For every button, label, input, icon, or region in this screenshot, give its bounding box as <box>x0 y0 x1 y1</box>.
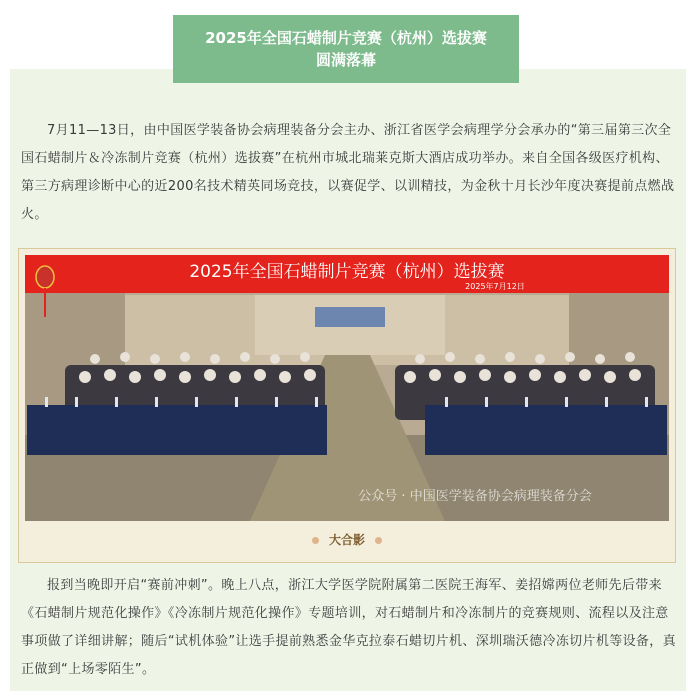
photo-banner-date: 2025年7月12日 <box>465 282 525 291</box>
caption-dot-left <box>312 537 319 544</box>
watermark-text: 公众号 · 中国医学装备协会病理装备分会 <box>358 489 592 504</box>
title-line-2: 圆满落幕 <box>315 51 376 69</box>
photo-caption <box>19 531 675 548</box>
article-paragraph-2: 报到当晚即开启“赛前冲刺”。晚上八点，浙江大学医学院附属第二医院王海军、姜招嫦两位老师先后带来《石蜡制片规范化操作》《冷冻制片规范化操作》专题培训，对石蜡制片和冷冻制片的竞赛规则、流程以及注意事项做了详细讲解；随后“试机体验”让选手提前熟悉金华克拉泰石蜡切片机、深圳瑞沃德冷冻切片机等设备，真正做到“上场零陌生”。 <box>21 578 676 677</box>
caption-dot-right <box>375 537 382 544</box>
group-photo-frame <box>18 248 676 563</box>
photo-banner-text: 2025年全国石蜡制片竞赛（杭州）选拔赛 <box>189 262 505 282</box>
caption-text: 大合影 <box>328 533 365 547</box>
group-photo-illustration <box>25 255 669 521</box>
group-photo[interactable] <box>25 255 669 521</box>
title-banner <box>173 15 519 83</box>
title-line-1: 2025年全国石蜡制片竞赛（杭州）选拔赛 <box>205 29 487 47</box>
article-paragraph-1: 7月11—13日，由中国医学装备协会病理装备分会主办、浙江省医学会病理学分会承办的“第三届第三次全国石蜡制片＆冷冻制片竞赛（杭州）选拔赛”在杭州市城北瑞莱克斯大酒店成功举办。来自全国各级医疗机构、第三方病理诊断中心的近200名技术精英同场竞技，以赛促学、以训精技，为金秋十月长沙年度决赛提前点燃战火。 <box>21 123 675 222</box>
